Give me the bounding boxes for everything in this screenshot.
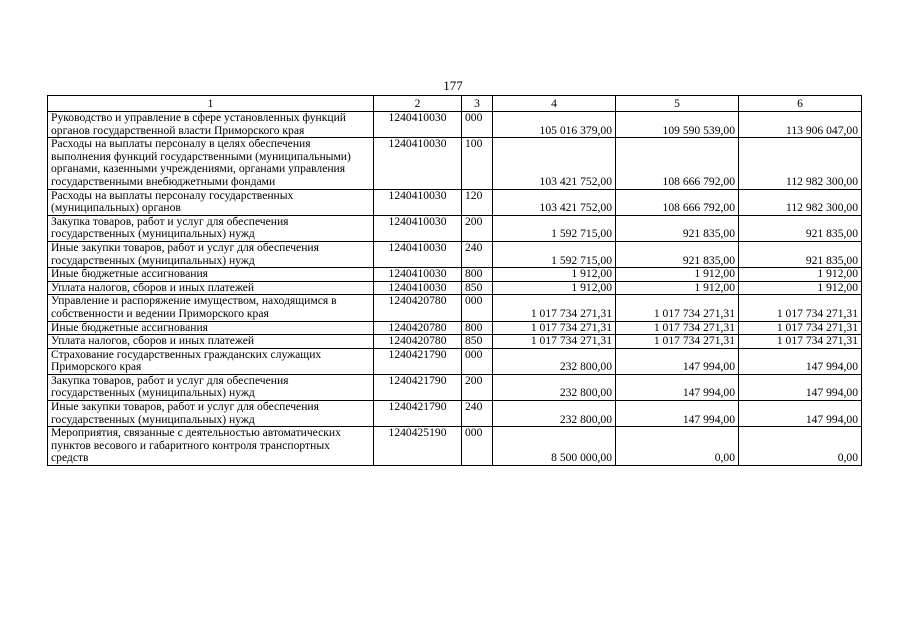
target-article-code: 1240410030 xyxy=(374,268,462,282)
target-article-code: 1240420780 xyxy=(374,321,462,335)
amount-column-6: 1 017 734 271,31 xyxy=(739,335,862,349)
amount-column-5: 1 017 734 271,31 xyxy=(616,321,739,335)
target-article-code: 1240410030 xyxy=(374,112,462,138)
table-row xyxy=(48,112,862,138)
expense-type-code: 000 xyxy=(462,295,493,321)
column-header: 2 xyxy=(374,96,462,112)
amount-column-4: 232 800,00 xyxy=(493,348,616,374)
expense-type-code: 120 xyxy=(462,189,493,215)
expense-type-code: 800 xyxy=(462,321,493,335)
row-description: Иные закупки товаров, работ и услуг для обеспечения государственных (муниципальных) нужд xyxy=(48,241,374,267)
expense-type-code: 850 xyxy=(462,281,493,295)
amount-column-4: 232 800,00 xyxy=(493,374,616,400)
amount-column-4: 1 017 734 271,31 xyxy=(493,335,616,349)
amount-column-6: 1 912,00 xyxy=(739,281,862,295)
amount-column-5: 921 835,00 xyxy=(616,215,739,241)
expense-type-code: 100 xyxy=(462,138,493,189)
row-description: Страхование государственных гражданских служащих Приморского края xyxy=(48,348,374,374)
target-article-code: 1240410030 xyxy=(374,189,462,215)
amount-column-5: 108 666 792,00 xyxy=(616,138,739,189)
table-row xyxy=(48,215,862,241)
amount-column-6: 147 994,00 xyxy=(739,401,862,427)
amount-column-5: 147 994,00 xyxy=(616,374,739,400)
expense-type-code: 200 xyxy=(462,374,493,400)
table-row xyxy=(48,321,862,335)
amount-column-6: 112 982 300,00 xyxy=(739,138,862,189)
row-description: Закупка товаров, работ и услуг для обеспечения государственных (муниципальных) нужд xyxy=(48,374,374,400)
amount-column-4: 1 912,00 xyxy=(493,281,616,295)
target-article-code: 1240420780 xyxy=(374,295,462,321)
amount-column-4: 1 592 715,00 xyxy=(493,241,616,267)
expense-type-code: 000 xyxy=(462,427,493,466)
amount-column-4: 103 421 752,00 xyxy=(493,189,616,215)
expense-type-code: 000 xyxy=(462,348,493,374)
amount-column-5: 1 912,00 xyxy=(616,281,739,295)
expense-type-code: 850 xyxy=(462,335,493,349)
amount-column-6: 1 912,00 xyxy=(739,268,862,282)
amount-column-6: 0,00 xyxy=(739,427,862,466)
amount-column-6: 147 994,00 xyxy=(739,348,862,374)
amount-column-5: 1 017 734 271,31 xyxy=(616,335,739,349)
amount-column-5: 0,00 xyxy=(616,427,739,466)
row-description: Иные бюджетные ассигнования xyxy=(48,268,374,282)
row-description: Управление и распоряжение имуществом, находящимся в собственности и ведении Приморского края xyxy=(48,295,374,321)
table-row xyxy=(48,138,862,189)
target-article-code: 1240421790 xyxy=(374,374,462,400)
amount-column-6: 921 835,00 xyxy=(739,241,862,267)
table-row xyxy=(48,348,862,374)
expense-type-code: 800 xyxy=(462,268,493,282)
expense-type-code: 240 xyxy=(462,401,493,427)
target-article-code: 1240410030 xyxy=(374,215,462,241)
page-number: 177 xyxy=(443,78,463,93)
column-header: 6 xyxy=(739,96,862,112)
budget-table xyxy=(47,95,862,466)
amount-column-4: 1 592 715,00 xyxy=(493,215,616,241)
amount-column-5: 1 017 734 271,31 xyxy=(616,295,739,321)
expense-type-code: 000 xyxy=(462,112,493,138)
amount-column-5: 1 912,00 xyxy=(616,268,739,282)
amount-column-4: 1 017 734 271,31 xyxy=(493,321,616,335)
row-description: Иные закупки товаров, работ и услуг для обеспечения государственных (муниципальных) нужд xyxy=(48,401,374,427)
column-header: 4 xyxy=(493,96,616,112)
column-header: 5 xyxy=(616,96,739,112)
row-description: Закупка товаров, работ и услуг для обеспечения государственных (муниципальных) нужд xyxy=(48,215,374,241)
amount-column-4: 1 912,00 xyxy=(493,268,616,282)
amount-column-5: 109 590 539,00 xyxy=(616,112,739,138)
table-row xyxy=(48,241,862,267)
table-row xyxy=(48,295,862,321)
amount-column-4: 105 016 379,00 xyxy=(493,112,616,138)
row-description: Иные бюджетные ассигнования xyxy=(48,321,374,335)
table-row xyxy=(48,401,862,427)
amount-column-5: 147 994,00 xyxy=(616,401,739,427)
target-article-code: 1240410030 xyxy=(374,138,462,189)
amount-column-5: 921 835,00 xyxy=(616,241,739,267)
row-description: Расходы на выплаты персоналу государственных (муниципальных) органов xyxy=(48,189,374,215)
amount-column-4: 8 500 000,00 xyxy=(493,427,616,466)
column-header: 1 xyxy=(48,96,374,112)
amount-column-6: 921 835,00 xyxy=(739,215,862,241)
table-row xyxy=(48,427,862,466)
target-article-code: 1240421790 xyxy=(374,348,462,374)
row-description: Уплата налогов, сборов и иных платежей xyxy=(48,281,374,295)
amount-column-6: 1 017 734 271,31 xyxy=(739,321,862,335)
amount-column-6: 147 994,00 xyxy=(739,374,862,400)
row-description: Уплата налогов, сборов и иных платежей xyxy=(48,335,374,349)
amount-column-6: 1 017 734 271,31 xyxy=(739,295,862,321)
target-article-code: 1240421790 xyxy=(374,401,462,427)
row-description: Мероприятия, связанные с деятельностью автоматических пунктов весового и габаритного контроля транспортных средств xyxy=(48,427,374,466)
target-article-code: 1240410030 xyxy=(374,241,462,267)
amount-column-4: 1 017 734 271,31 xyxy=(493,295,616,321)
table-header-row xyxy=(48,96,862,112)
table-row xyxy=(48,189,862,215)
amount-column-4: 103 421 752,00 xyxy=(493,138,616,189)
amount-column-5: 108 666 792,00 xyxy=(616,189,739,215)
amount-column-4: 232 800,00 xyxy=(493,401,616,427)
target-article-code: 1240410030 xyxy=(374,281,462,295)
amount-column-5: 147 994,00 xyxy=(616,348,739,374)
column-header: 3 xyxy=(462,96,493,112)
table-row xyxy=(48,335,862,349)
row-description: Расходы на выплаты персоналу в целях обеспечения выполнения функций государственными (муниципальными) органами, казенными учреждениями, органами управления государственными внебюджетными фондами xyxy=(48,138,374,189)
expense-type-code: 240 xyxy=(462,241,493,267)
target-article-code: 1240420780 xyxy=(374,335,462,349)
amount-column-6: 112 982 300,00 xyxy=(739,189,862,215)
table-row xyxy=(48,374,862,400)
expense-type-code: 200 xyxy=(462,215,493,241)
row-description: Руководство и управление в сфере установленных функций органов государственной власти Приморского края xyxy=(48,112,374,138)
amount-column-6: 113 906 047,00 xyxy=(739,112,862,138)
table-row xyxy=(48,281,862,295)
table-row xyxy=(48,268,862,282)
target-article-code: 1240425190 xyxy=(374,427,462,466)
